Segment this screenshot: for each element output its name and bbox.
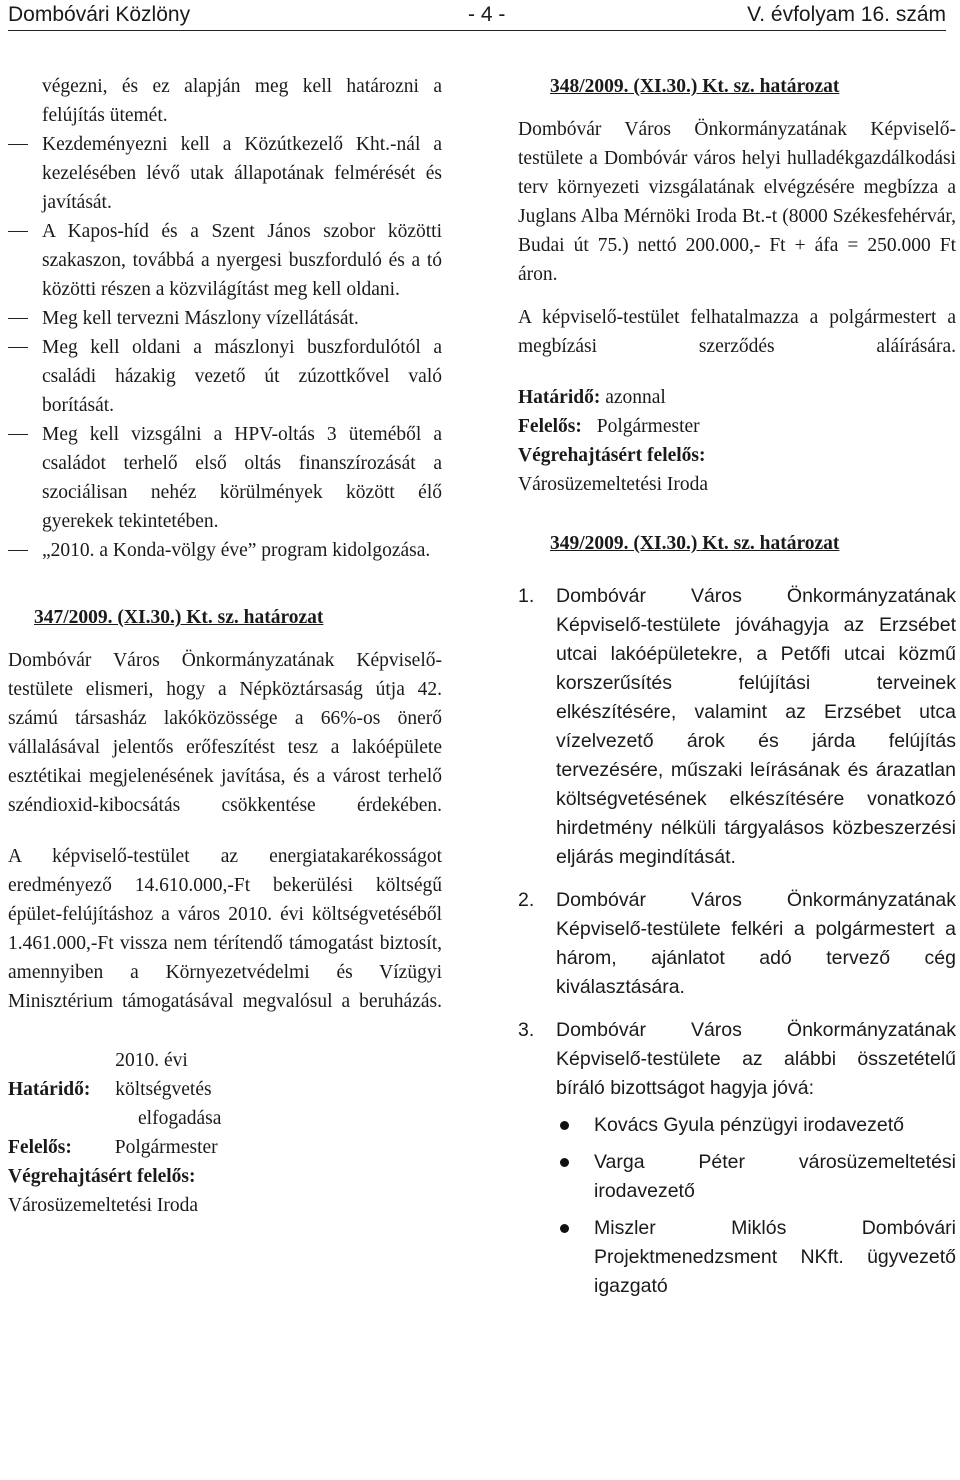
executor-row: Végrehajtásért felelős: bbox=[8, 1166, 196, 1187]
responsible-row: Felelős: Polgármester bbox=[8, 1137, 218, 1158]
resolution-348-paragraph-2: A képviselő-testület felhatalmazza a polgármestert a megbízási szerződés aláírására. bbox=[518, 307, 956, 357]
issue-label: V. évfolyam 16. szám bbox=[747, 3, 946, 26]
resolution-347-paragraph-2: A képviselő-testület az energiatakarékosságot eredményező 14.610.000,-Ft bekerülési költségű épület-felújításhoz a város 2010. évi költségvetéséből 1.461.000,-Ft vissza nem térítendő támogatást biztosít, amennyiben a Környezetvédelmi és Vízügyi Minisztérium támogatásával megvalósul a beruházás. bbox=[8, 846, 442, 1012]
committee-member: Miszler Miklós Dombóvári Projektmenedzsment NKft. ügyvezető igazgató bbox=[556, 1214, 956, 1301]
resolution-347-title: 347/2009. (XI.30.) Kt. sz. határozat bbox=[34, 607, 324, 628]
resolution-349-title: 349/2009. (XI.30.) Kt. sz. határozat bbox=[550, 533, 840, 554]
deadline-row: Határidő: 2010. évi költségvetés bbox=[8, 1050, 212, 1100]
task-item: Kezdeményezni kell a Közútkezelő Kht.-nál a kezelésében lévő utak állapotának felmérését és javítását. bbox=[8, 130, 442, 217]
task-item: Meg kell oldani a mászlonyi buszfordulótól a családi házakig vezető út zúzottkővel való borítását. bbox=[8, 333, 442, 420]
deadline-row: Határidő: azonnal bbox=[518, 387, 666, 408]
responsible-row: Felelős: Polgármester bbox=[518, 416, 700, 437]
executor-value: Városüzemeltetési Iroda bbox=[8, 1195, 199, 1216]
committee-member: Kovács Gyula pénzügyi irodavezető bbox=[556, 1111, 956, 1140]
committee-member: Varga Péter városüzemeltetési irodavezető bbox=[556, 1148, 956, 1206]
page-number: - 4 - bbox=[468, 3, 506, 26]
resolution-348-title: 348/2009. (XI.30.) Kt. sz. határozat bbox=[550, 76, 840, 97]
task-continuation: végezni, és ez alapján meg kell határozni a felújítás ütemét. bbox=[42, 76, 442, 126]
left-column bbox=[8, 72, 442, 1220]
resolution-347-paragraph-1: Dombóvár Város Önkormányzatának Képviselő-testülete elismeri, hogy a Népköztársaság útja 42. számú társasház lakóközössége a 66%-os önerő vállalásával jelentős erőfeszítést tesz a lakóépülete esztétikai megjelenésének javítása, és a várost terhelő széndioxid-kibocsátás csökkentése érdekében. bbox=[8, 650, 442, 816]
publication-title: Dombóvári Közlöny bbox=[8, 3, 191, 26]
page-header bbox=[8, 0, 946, 31]
task-list bbox=[8, 72, 442, 565]
executor-label: Végrehajtásért felelős: bbox=[518, 445, 706, 466]
committee-member-list bbox=[556, 1111, 956, 1301]
right-column bbox=[518, 72, 956, 1301]
resolution-348-paragraph-1: Dombóvár Város Önkormányzatának Képviselő-testülete a Dombóvár város helyi hulladékgazdálkodási terv környezeti vizsgálatának elvégzésére megbízza a Juglans Alba Mérnöki Iroda Bt.-t (8000 Székesfehérvár, Budai út 75.) nettó 200.000,- Ft + áfa = 250.000 Ft áron. bbox=[518, 119, 956, 285]
resolution-item: 3. Dombóvár Város Önkormányzatának Képviselő-testülete az alábbi összetételű bíráló bizottságot hagyja jóvá: bbox=[518, 1019, 956, 1099]
deadline-row-cont: elfogadása bbox=[138, 1108, 222, 1129]
task-item: Meg kell vizsgálni a HPV-oltás 3 üteméből a családot terhelő első oltás finanszírozását a szociálisan nehéz körülmények között élő gyerekek tekintetében. bbox=[8, 420, 442, 536]
task-item: Meg kell tervezni Mászlony vízellátását. bbox=[8, 304, 442, 333]
task-item: „2010. a Konda-völgy éve” program kidolgozása. bbox=[8, 536, 442, 565]
executor-value: Városüzemeltetési Iroda bbox=[518, 474, 709, 495]
resolution-349-items bbox=[518, 582, 956, 1103]
resolution-item: 2. Dombóvár Város Önkormányzatának Képviselő-testülete felkéri a polgármestert a három, ajánlatot adó tervező cég kiválasztására. bbox=[518, 889, 956, 998]
resolution-item: 1. Dombóvár Város Önkormányzatának Képviselő-testülete jóváhagyja az Erzsébet utcai lakóépületekre, a Petőfi utcai közmű korszerűsítés felújítási terveinek elkészítésére, valamint az Erzsébet utca vízelvezető árok és járda felújítás tervezésére, műszaki leírásának és árazatlan költségvetésének elkészítésére vonatkozó hirdetmény nélküli tárgyalásos közbeszerzési eljárás megindítását. bbox=[518, 585, 956, 868]
task-item: A Kapos-híd és a Szent János szobor közötti szakaszon, továbbá a nyergesi buszforduló és a tó közötti részen a közvilágítást meg kell oldani. bbox=[8, 217, 442, 304]
